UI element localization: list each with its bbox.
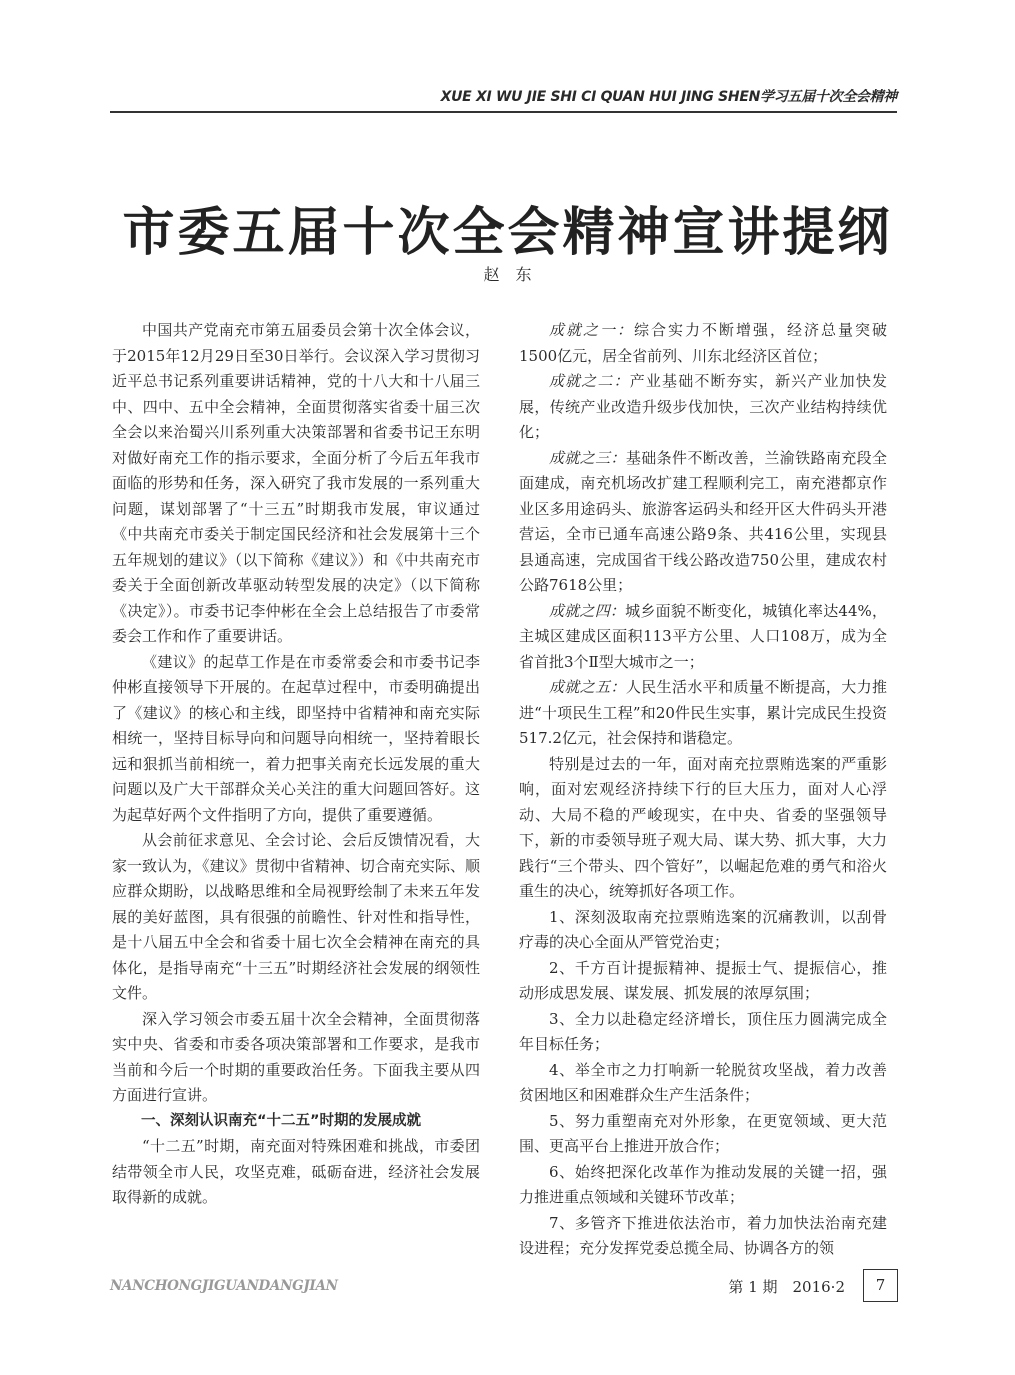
paragraph: 特别是过去的一年，面对南充拉票贿选案的严重影响，面对宏观经济持续下行的巨大压力，面对人心浮动、大局不稳的严峻现实，在中央、省委的坚强领导下，新的市委领导班子观大局、谋大势、抓大事，大力践行“三个带头、四个管好”，以崛起危难的勇气和浴火重生的决心，统筹抓好各项工作。 [519,754,887,900]
section-heading: 一、深刻认识南充“十二五”时期的发展成就 [141,1112,422,1129]
header-rule [110,111,897,113]
numbered-item: 3、全力以赴稳定经济增长，顶住压力圆满完成全年目标任务； [519,1009,887,1053]
paragraph: 深入学习领会市委五届十次全会精神，全面贯彻落实中央、省委和市委各项决策部署和工作要求，是我市当前和今后一个时期的重要政治任务。下面我主要从四方面进行宣讲。 [112,1009,480,1104]
achievement-item [519,675,887,752]
achievement-item [519,318,887,369]
achievement-text: 综合实力不断增强，经济总量突破1500亿元，居全省前列、川东北经济区首位； [519,321,887,365]
running-header: XUE XI WU JIE SHI CI QUAN HUI JING SHEN学习五届十次全会精神 [440,89,897,105]
paragraph: 从会前征求意见、全会讨论、会后反馈情况看，大家一致认为，《建议》贯彻中省精神、切合南充实际、顺应群众期盼，以战略思维和全局视野绘制了未来五年发展的美好蓝图，具有很强的前瞻性、针对性和指导性，是十八届五中全会和省委十届七次全会精神在南充的具体化，是指导南充“十三五”时期经济社会发展的纲领性文件。 [112,831,480,1002]
article-author: 赵 东 [483,265,532,284]
achievement-label: 成就之五： [549,678,626,696]
numbered-item: 7、多管齐下推进依法治市，着力加快法治南充建设进程；充分发挥党委总揽全局、协调各方的领 [519,1213,887,1257]
paragraph: 中国共产党南充市第五届委员会第十次全体会议，于2015年12月29日至30日举行。会议深入学习贯彻习近平总书记系列重要讲话精神，党的十八大和十八届三中、四中、五中全会精神，全面贯彻落实省委十届三次全会以来治蜀兴川系列重大决策部署和省委书记王东明对做好南充工作的指示要求，全面分析了今后五年我市面临的形势和任务，深入研究了我市发展的一系列重大问题，谋划部署了“十三五”时期我市发展，审议通过《中共南充市委关于制定国民经济和社会发展第十三个五年规划的建议》（以下简称《建议》）和《中共南充市委关于全面创新改革驱动转型发展的决定》（以下简称《决定》）。市委书记李仲彬在全会上总结报告了市委常委会工作和作了重要讲话。 [112,321,480,645]
achievement-item [519,446,887,599]
numbered-item: 6、始终把深化改革作为推动发展的关键一招，强力推进重点领域和关键环节改革； [519,1162,887,1206]
paragraph: “十二五”时期，南充面对特殊困难和挑战，市委团结带领全市人民，攻坚克难，砥砺奋进，经济社会发展取得新的成就。 [112,1137,480,1206]
achievement-label: 成就之一： [549,321,634,339]
achievement-text: 基础条件不断改善，兰渝铁路南充段全面建成，南充机场改扩建工程顺利完工，南充港都京作业区多用途码头、旅游客运码头和经开区大件码头开港营运，全市已通车高速公路9条、共416公里，实现县县通高速，完成国省干线公路改造750公里，建成农村公路7618公里； [519,448,887,594]
achievement-label: 成就之二： [549,372,630,390]
numbered-item: 5、努力重塑南充对外形象，在更宽领域、更大范围、更高平台上推进开放合作； [519,1111,887,1155]
article-title: 市委五届十次全会精神宣讲提纲 [122,203,893,263]
achievement-text: 人民生活水平和质量不断提高，大力推进“十项民生工程”和20件民生实事，累计完成民生投资517.2亿元，社会保持和谐稳定。 [519,678,887,747]
achievement-label: 成就之四： [549,601,626,620]
numbered-item: 4、举全市之力打响新一轮脱贫攻坚战，着力改善贫困地区和困难群众生产生活条件； [519,1060,887,1104]
paragraph: 《建议》的起草工作是在市委常委会和市委书记李仲彬直接领导下开展的。在起草过程中，市委明确提出了《建议》的核心和主线，即坚持中省精神和南充实际相统一，坚持目标导向和问题导向相统一，坚持着眼长远和狠抓当前相统一，着力把事关南充长远发展的重大问题以及广大干部群众关心关注的重大问题回答好。这为起草好两个文件指明了方向，提供了重要遵循。 [112,652,480,824]
numbered-item: 1、深刻汲取南充拉票贿选案的沉痛教训，以刮骨疗毒的决心全面从严管党治吏； [519,907,887,951]
issue-info: 第 1 期 2016·2 [728,1278,845,1296]
right-column [519,318,887,1262]
numbered-item: 2、千方百计提振精神、提振士气、提振信心，推动形成思发展、谋发展、抓发展的浓厚氛围； [519,958,887,1002]
achievement-text: 产业基础不断夯实，新兴产业加快发展，传统产业改造升级步伐加快，三次产业结构持续优化； [519,372,887,441]
left-column [112,318,480,1211]
achievement-item [519,369,887,446]
journal-name: NANCHONGJIGUANDANGJIAN [110,1278,338,1294]
achievement-text: 城乡面貌不断变化，城镇化率达44%，主城区建成区面积113平方公里、人口108万，成为全省首批3个Ⅱ型大城市之一； [519,601,887,671]
achievement-item [519,599,887,676]
achievement-label: 成就之三： [549,448,626,467]
page-number: 7 [863,1269,898,1302]
